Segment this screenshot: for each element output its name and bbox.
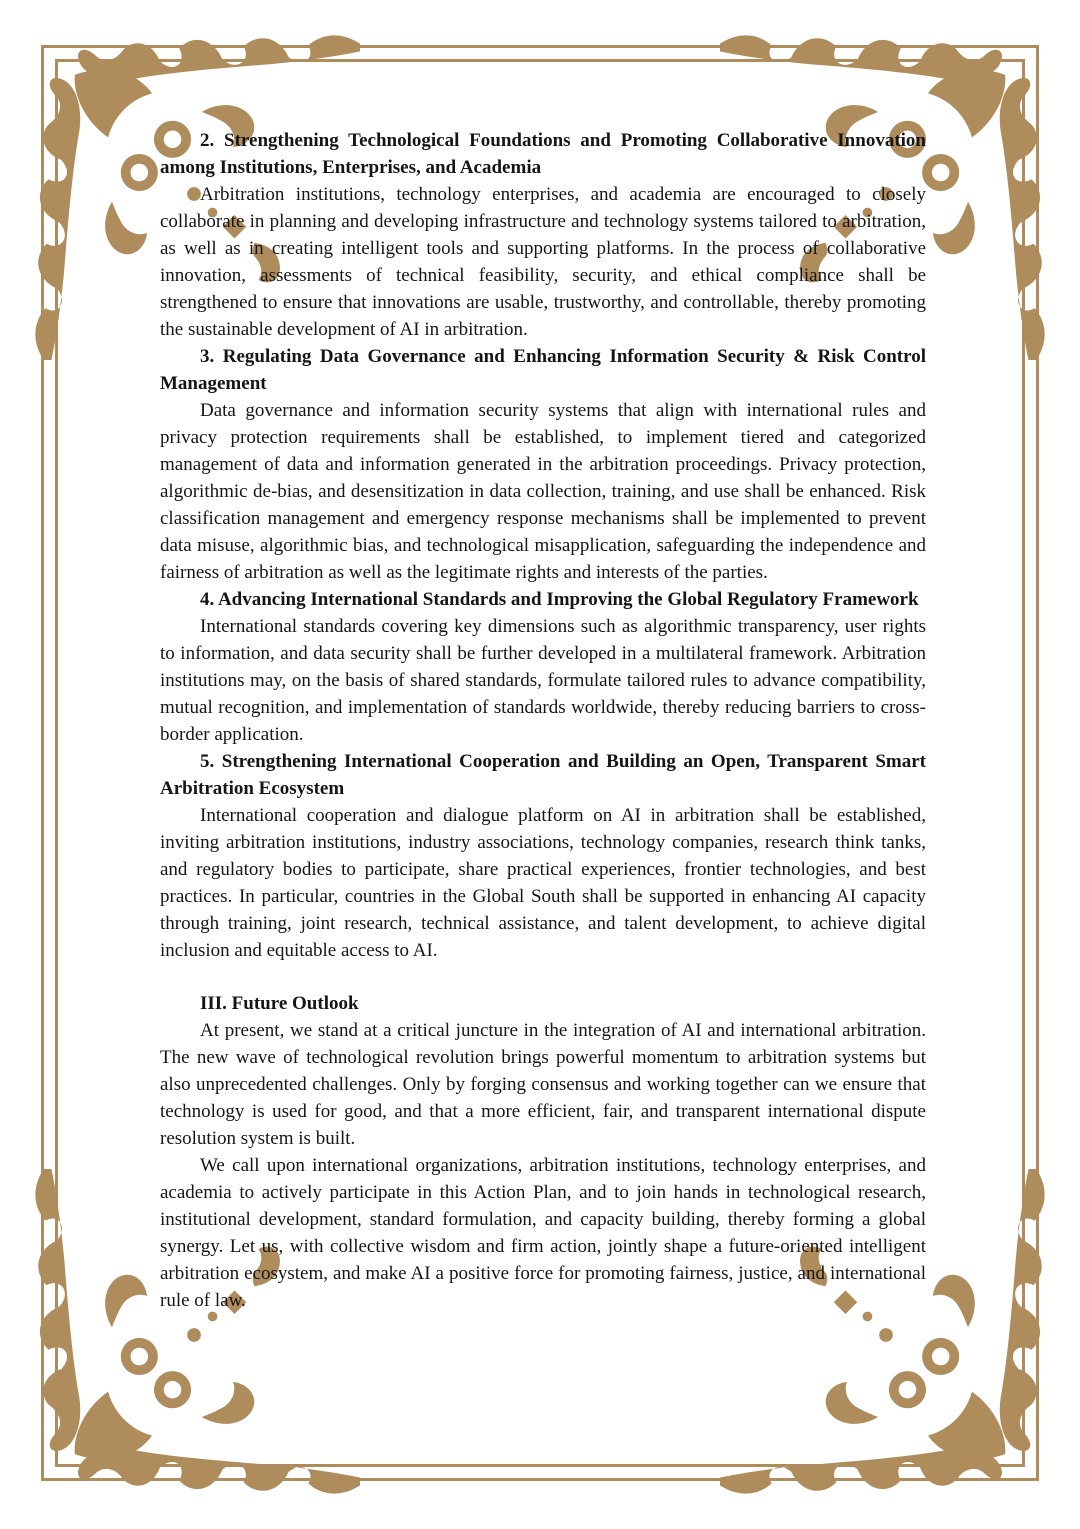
chapter-heading-future-outlook: III. Future Outlook xyxy=(200,993,359,1014)
future-outlook-paragraph-2: We call upon international organizations, arbitration institutions, technology enterprises, and academia to actively participate in this Action Plan, and to join hands in technological research, institutional development, standard formulation, and capacity building, thereby forming a global synergy. Let us, with collective wisdom and firm action, jointly shape a future-oriented intelligent arbitration ecosystem, and make AI a positive force for promoting fairness, justice, and international rule of law. xyxy=(160,1155,926,1311)
section-3-paragraph: Data governance and information security systems that align with international rules and privacy protection requirements shall be established, to implement tiered and categorized management of data and information generated in the arbitration proceedings. Privacy protection, algorithmic de-bias, and desensitization in data collection, training, and use shall be enhanced. Risk classification management and emergency response mechanisms shall be implemented to prevent data misuse, algorithmic bias, and technological misapplication, safeguarding the independence and fairness of arbitration as well as the legitimate rights and interests of the parties. xyxy=(160,400,926,583)
section-heading-3: 3. Regulating Data Governance and Enhancing Information Security & Risk Control Management xyxy=(160,346,926,394)
section-heading-4: 4. Advancing International Standards and Improving the Global Regulatory Framework xyxy=(200,589,919,610)
section-heading-2: 2. Strengthening Technological Foundations and Promoting Collaborative Innovation among Institutions, Enterprises, and Academia xyxy=(160,130,926,178)
section-5-paragraph: International cooperation and dialogue platform on AI in arbitration shall be established, inviting arbitration institutions, industry associations, technology companies, research think tanks, and regulatory bodies to participate, share practical experiences, frontier technologies, and best practices. In particular, countries in the Global South shall be supported in enhancing AI capacity through training, joint research, technical assistance, and talent development, to achieve digital inclusion and equitable access to AI. xyxy=(160,805,926,961)
section-heading-5: 5. Strengthening International Cooperation and Building an Open, Transparent Smart Arbitration Ecosystem xyxy=(160,751,926,799)
section-2-paragraph: Arbitration institutions, technology enterprises, and academia are encouraged to closely collaborate in planning and developing infrastructure and technology systems tailored to arbitration, as well as in creating intelligent tools and supporting platforms. In the process of collaborative innovation, assessments of technical feasibility, security, and ethical compliance shall be strengthened to ensure that innovations are usable, trustworthy, and controllable, thereby promoting the sustainable development of AI in arbitration. xyxy=(160,184,926,340)
future-outlook-paragraph-1: At present, we stand at a critical juncture in the integration of AI and international arbitration. The new wave of technological revolution brings powerful momentum to arbitration systems but also unprecedented challenges. Only by forging consensus and working together can we ensure that technology is used for good, and that a more efficient, fair, and transparent international dispute resolution system is built. xyxy=(160,1020,926,1149)
document-body xyxy=(160,127,926,1314)
section-4-paragraph: International standards covering key dimensions such as algorithmic transparency, user rights to information, and data security shall be further developed in a multilateral framework. Arbitration institutions may, on the basis of shared standards, formulate tailored rules to advance compatibility, mutual recognition, and implementation of standards worldwide, thereby reducing barriers to cross-border application. xyxy=(160,616,926,745)
